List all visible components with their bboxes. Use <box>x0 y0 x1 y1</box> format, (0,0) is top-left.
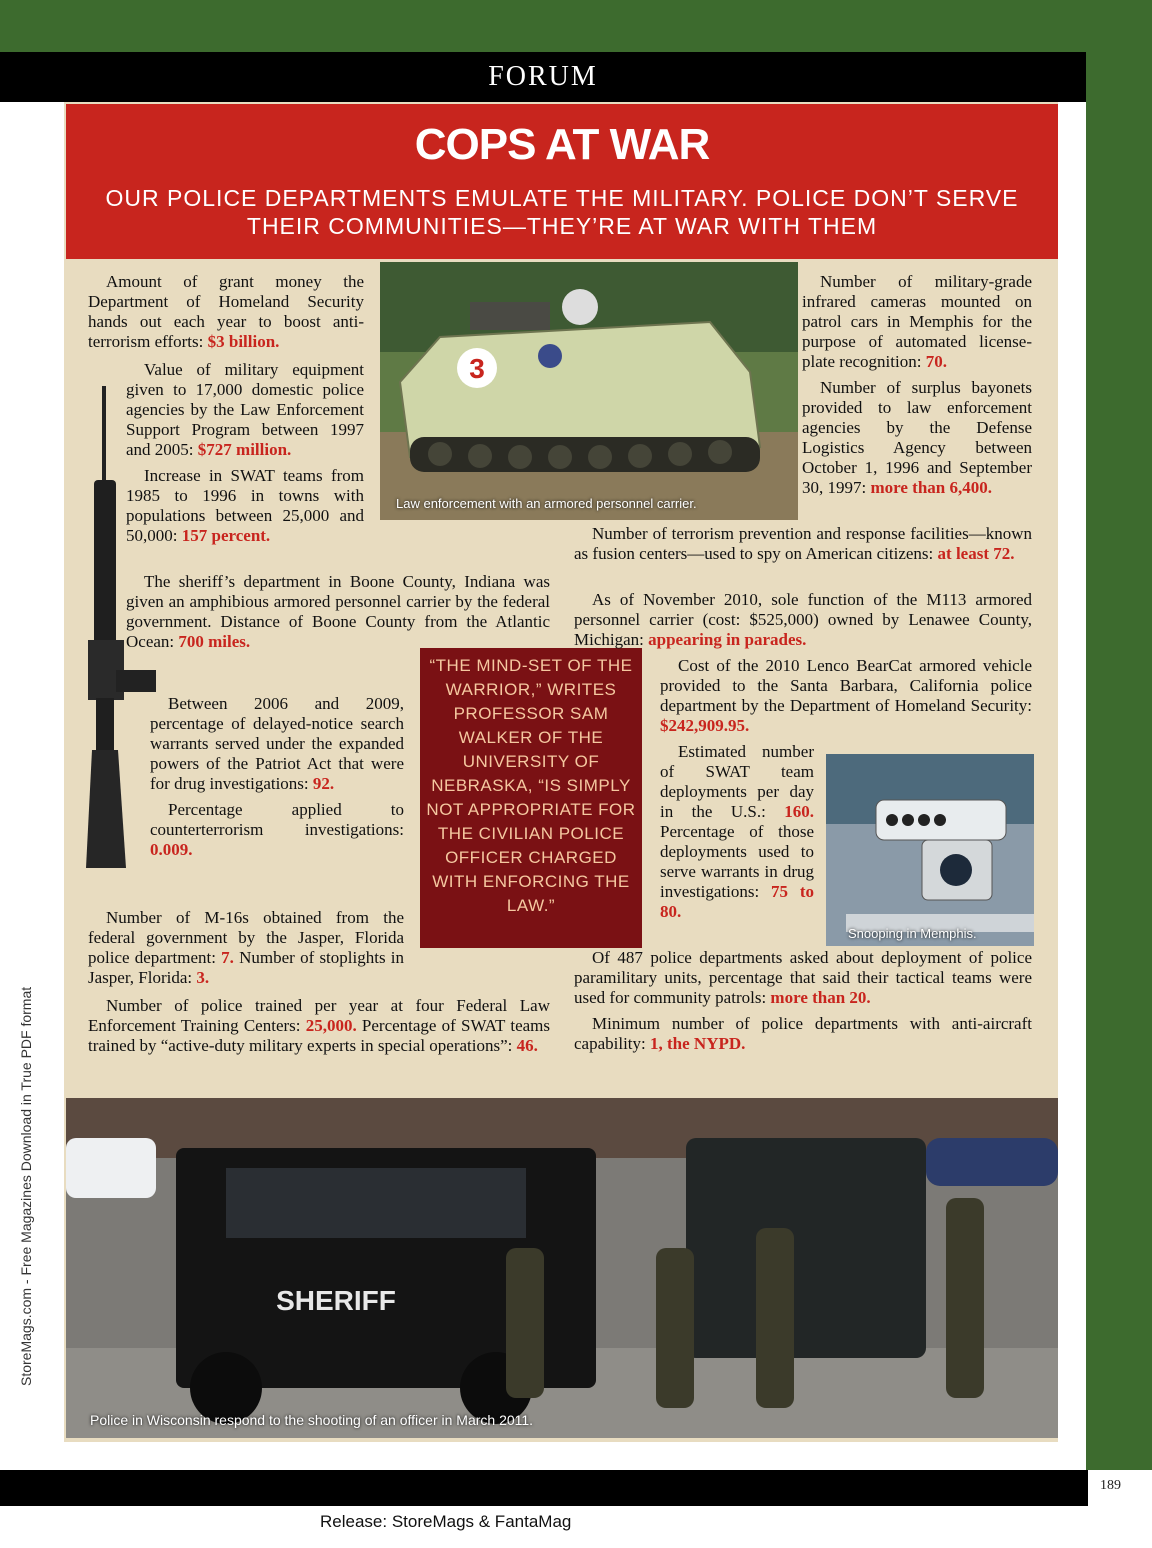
right-column-c <box>574 590 1032 656</box>
fact-text: Number of stoplights in Jasper, Florida: <box>88 948 405 987</box>
wisconsin-photo <box>66 1098 1058 1438</box>
fact-text: Percentage of SWAT teams trained by “active-duty military experts in special operations”: <box>88 1016 550 1055</box>
fact-m113-parades <box>574 590 1032 650</box>
fact-bayonets <box>802 378 1032 498</box>
fact-training <box>88 996 550 1056</box>
fact-text: Between 2006 and 2009, percentage of delayed-notice search warrants served under the expanded powers of the Patriot Act that were for drug investigations: <box>150 694 404 793</box>
fact-value: 25,000. <box>305 1016 357 1035</box>
page-frame-top <box>0 0 1152 52</box>
fact-military-equipment <box>126 360 364 460</box>
apc-photo <box>380 262 798 520</box>
fact-value: $3 billion. <box>207 332 280 351</box>
fact-value: 70. <box>925 352 947 371</box>
fact-text: Percentage of those deployments used to serve warrants in drug investigations: <box>660 822 814 901</box>
fact-value: $727 million. <box>197 440 292 459</box>
release-credit: Release: StoreMags & FantaMag <box>320 1512 572 1531</box>
left-column-b <box>126 360 364 552</box>
fact-text: Number of police trained per year at four Federal Law Enforcement Training Centers: <box>88 996 550 1035</box>
page-number: 189 <box>1100 1478 1121 1493</box>
article-subtitle: OUR POLICE DEPARTMENTS EMULATE THE MILITARY. POLICE DON’T SERVE THEIR COMMUNITIES—THEY’RE AT WAR WITH THEM <box>105 185 1019 239</box>
fact-value: more than 6,400. <box>870 478 992 497</box>
apc-caption: Law enforcement with an armored personnel carrier. <box>396 496 697 511</box>
fact-text: As of November 2010, sole function of the M113 armored personnel carrier (cost: $525,000) owned by Lenawee County, Michigan: <box>574 590 1032 649</box>
fact-value: $242,909.95. <box>660 716 750 735</box>
fact-boone-county <box>126 572 550 652</box>
fact-value: 157 percent. <box>181 526 271 545</box>
fact-text: Of 487 police departments asked about deployment of police paramilitary units, percentage that said their tactical teams were used for community patrols: <box>574 948 1032 1007</box>
fact-value: 0.009. <box>150 840 193 859</box>
fact-value: 700 miles. <box>178 632 251 651</box>
fact-text: Number of surplus bayonets provided to law enforcement agencies by the Defense Logistics Agency between October 1, 1996 and September 30, 1997: <box>802 378 1032 497</box>
right-column-b <box>574 524 1032 570</box>
fact-community-patrols <box>574 948 1032 1008</box>
left-column-e <box>88 908 404 994</box>
fact-text: Percentage applied to counterterrorism investigations: <box>150 800 404 839</box>
fact-text: Cost of the 2010 Lenco BearCat armored vehicle provided to the Santa Barbara, California police department by the Department of Homeland Security: <box>660 656 1032 715</box>
fact-patriot-act <box>150 694 404 794</box>
fact-text: Estimated number of SWAT team deployments per day in the U.S.: <box>660 742 814 821</box>
fact-value: 46. <box>516 1036 538 1055</box>
memphis-photo <box>826 754 1034 946</box>
fact-value: at least 72. <box>937 544 1015 563</box>
article-header <box>66 104 1058 259</box>
fact-value: 92. <box>312 774 335 793</box>
left-column-c <box>126 572 550 658</box>
memphis-caption: Snooping in Memphis. <box>848 926 977 941</box>
fact-text: Number of military-grade infrared cameras mounted on patrol cars in Memphis for the purpose of automated license-plate recognition: <box>802 272 1032 371</box>
right-column-e <box>660 742 814 928</box>
fact-memphis-cameras <box>802 272 1032 372</box>
fact-text: Minimum number of police departments with anti-aircraft capability: <box>574 1014 1032 1053</box>
pull-quote: “THE MIND-SET OF THE WARRIOR,” WRITES PROFESSOR SAM WALKER OF THE UNIVERSITY OF NEBRASKA, “IS SIMPLY NOT APPROPRIATE FOR THE CIVILIAN POLICE OFFICER CHARGED WITH ENFORCING THE LAW.” <box>420 648 642 948</box>
fact-value: 1, the NYPD. <box>650 1034 746 1053</box>
fact-value: 160. <box>784 802 814 821</box>
fact-text: Amount of grant money the Department of Homeland Security hands out each year to boost anti-terrorism efforts: <box>88 272 364 351</box>
fact-value: appearing in parades. <box>648 630 807 649</box>
left-column <box>88 272 364 358</box>
article-title: COPS AT WAR <box>414 120 710 169</box>
fact-value: 3. <box>196 968 210 987</box>
sheriff-scene-illustration <box>66 1098 1058 1438</box>
sheriff-vehicle-label: SHERIFF <box>276 1285 396 1316</box>
fact-jasper-m16 <box>88 908 404 988</box>
side-watermark-text: StoreMags.com - Free Magazines Download in True PDF format <box>18 986 34 1386</box>
apc-illustration <box>380 262 798 520</box>
left-column-f <box>88 996 550 1062</box>
fact-anti-aircraft <box>574 1014 1032 1054</box>
fact-fusion-centers <box>574 524 1032 564</box>
page-frame-right <box>1086 0 1152 1470</box>
fact-swat-deployments <box>660 742 814 922</box>
camera-illustration <box>826 754 1034 946</box>
right-column-d <box>660 656 1032 742</box>
fact-grant-money <box>88 272 364 352</box>
fact-bearcat <box>660 656 1032 736</box>
fact-value: 75 to 80. <box>660 882 814 921</box>
fact-text: Number of terrorism prevention and response facilities—known as fusion centers—used to spy on American citizens: <box>574 524 1032 563</box>
fact-text: The sheriff’s department in Boone County, Indiana was given an amphibious armored personnel carrier by the federal government. Distance of Boone County from the Atlantic Ocean: <box>126 572 550 651</box>
fact-text: Value of military equipment given to 17,000 domestic police agencies by the Law Enforcement Support Program between 1997 and 2005: <box>126 360 364 459</box>
page-footer-bar <box>0 1470 1088 1506</box>
right-column-f <box>574 948 1032 1060</box>
left-column-d <box>150 694 404 866</box>
wisconsin-caption: Police in Wisconsin respond to the shooting of an officer in March 2011. <box>90 1412 534 1428</box>
section-header: FORUM <box>0 52 1086 102</box>
fact-counterterrorism <box>150 800 404 860</box>
apc-unit-number: 3 <box>469 353 485 384</box>
fact-swat-increase <box>126 466 364 546</box>
fact-text: Increase in SWAT teams from 1985 to 1996 in towns with populations between 25,000 and 50,000: <box>126 466 364 545</box>
right-column <box>802 272 1032 504</box>
fact-value: more than 20. <box>770 988 871 1007</box>
fact-text: Number of M-16s obtained from the federal government by the Jasper, Florida police department: <box>88 908 404 967</box>
fact-value: 7. <box>221 948 234 967</box>
